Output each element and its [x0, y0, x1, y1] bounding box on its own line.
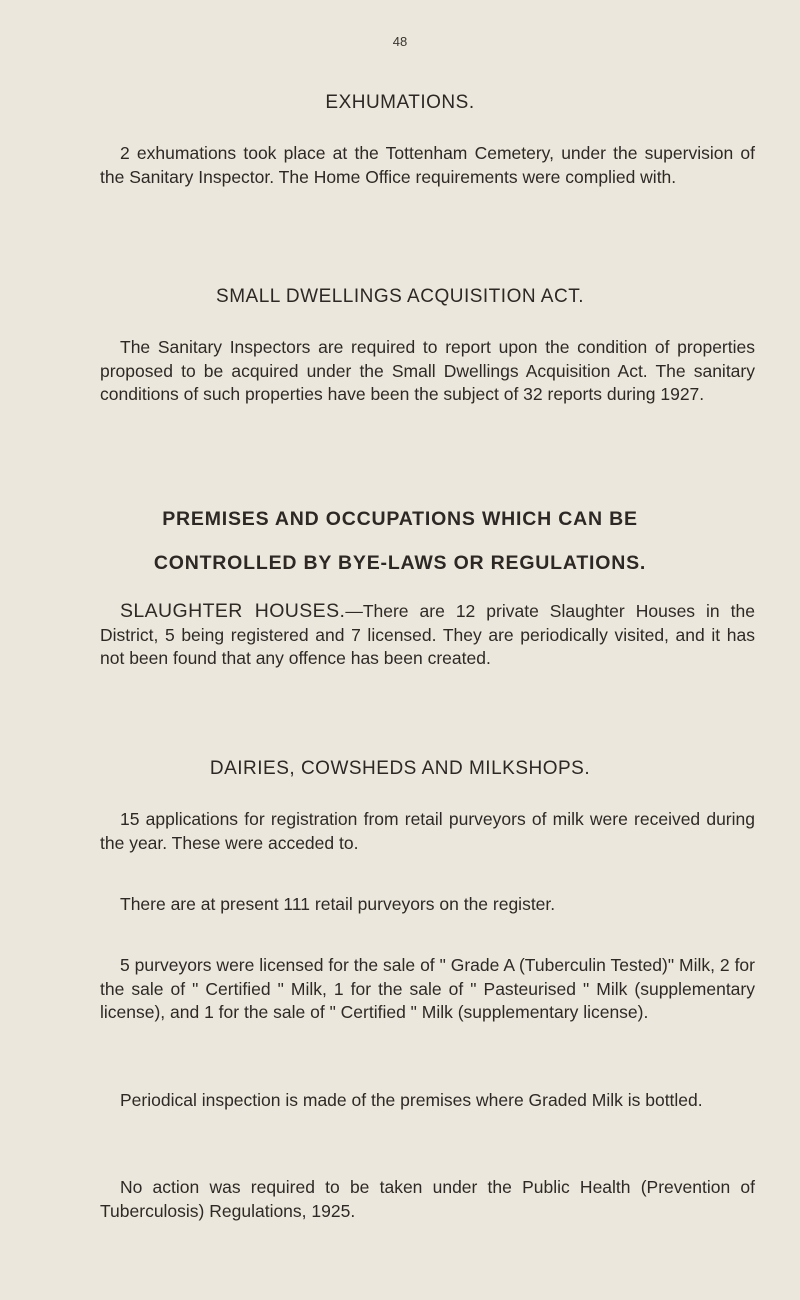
slaughter-houses-lead: SLAUGHTER HOUSES. [120, 600, 346, 622]
slaughter-houses-paragraph [100, 600, 755, 671]
premises-heading-line-2: CONTROLLED BY BYE-LAWS OR REGULATIONS. [153, 552, 647, 574]
page-number: 48 [392, 34, 408, 49]
dairies-paragraph-5: No action was required to be taken under the Public Health (Prevention of Tuberculosis) Regulations, 1925. [100, 1177, 755, 1221]
dairies-paragraph-3: 5 purveyors were licensed for the sale of " Grade A (Tuberculin Tested)" Milk, 2 for the sale of " Certified " Milk, 1 for the sale of " Pasteurised " Milk (supplementary license), and 1 for the sale of " Certified " Milk (supplementary license). [100, 955, 755, 1022]
small-dwellings-paragraph: The Sanitary Inspectors are required to report upon the condition of properties proposed to be acquired under the Small Dwellings Acquisition Act. The sanitary conditions of such properties have been the subject of 32 reports during 1927. [100, 337, 755, 404]
exhumations-paragraph: 2 exhumations took place at the Tottenham Cemetery, under the supervision of the Sanitary Inspector. The Home Office requirements were complied with. [100, 143, 755, 187]
dairies-paragraph-2: There are at present 111 retail purveyors on the register. [120, 894, 556, 914]
slaughter-houses-text: —There are 12 private Slaughter Houses in the District, 5 being registered and 7 licensed. They are periodically visited, and it has not been found that any offence has been created. [100, 601, 755, 668]
dairies-paragraph-1: 15 applications for registration from retail purveyors of milk were received during the year. These were acceded to. [100, 809, 755, 853]
premises-heading-line-1: PREMISES AND OCCUPATIONS WHICH CAN BE [162, 508, 638, 530]
exhumations-heading: EXHUMATIONS. [325, 92, 475, 113]
dairies-paragraph-4: Periodical inspection is made of the premises where Graded Milk is bottled. [120, 1090, 703, 1110]
small-dwellings-heading: SMALL DWELLINGS ACQUISITION ACT. [216, 286, 584, 307]
dairies-heading: DAIRIES, COWSHEDS AND MILKSHOPS. [209, 758, 591, 779]
